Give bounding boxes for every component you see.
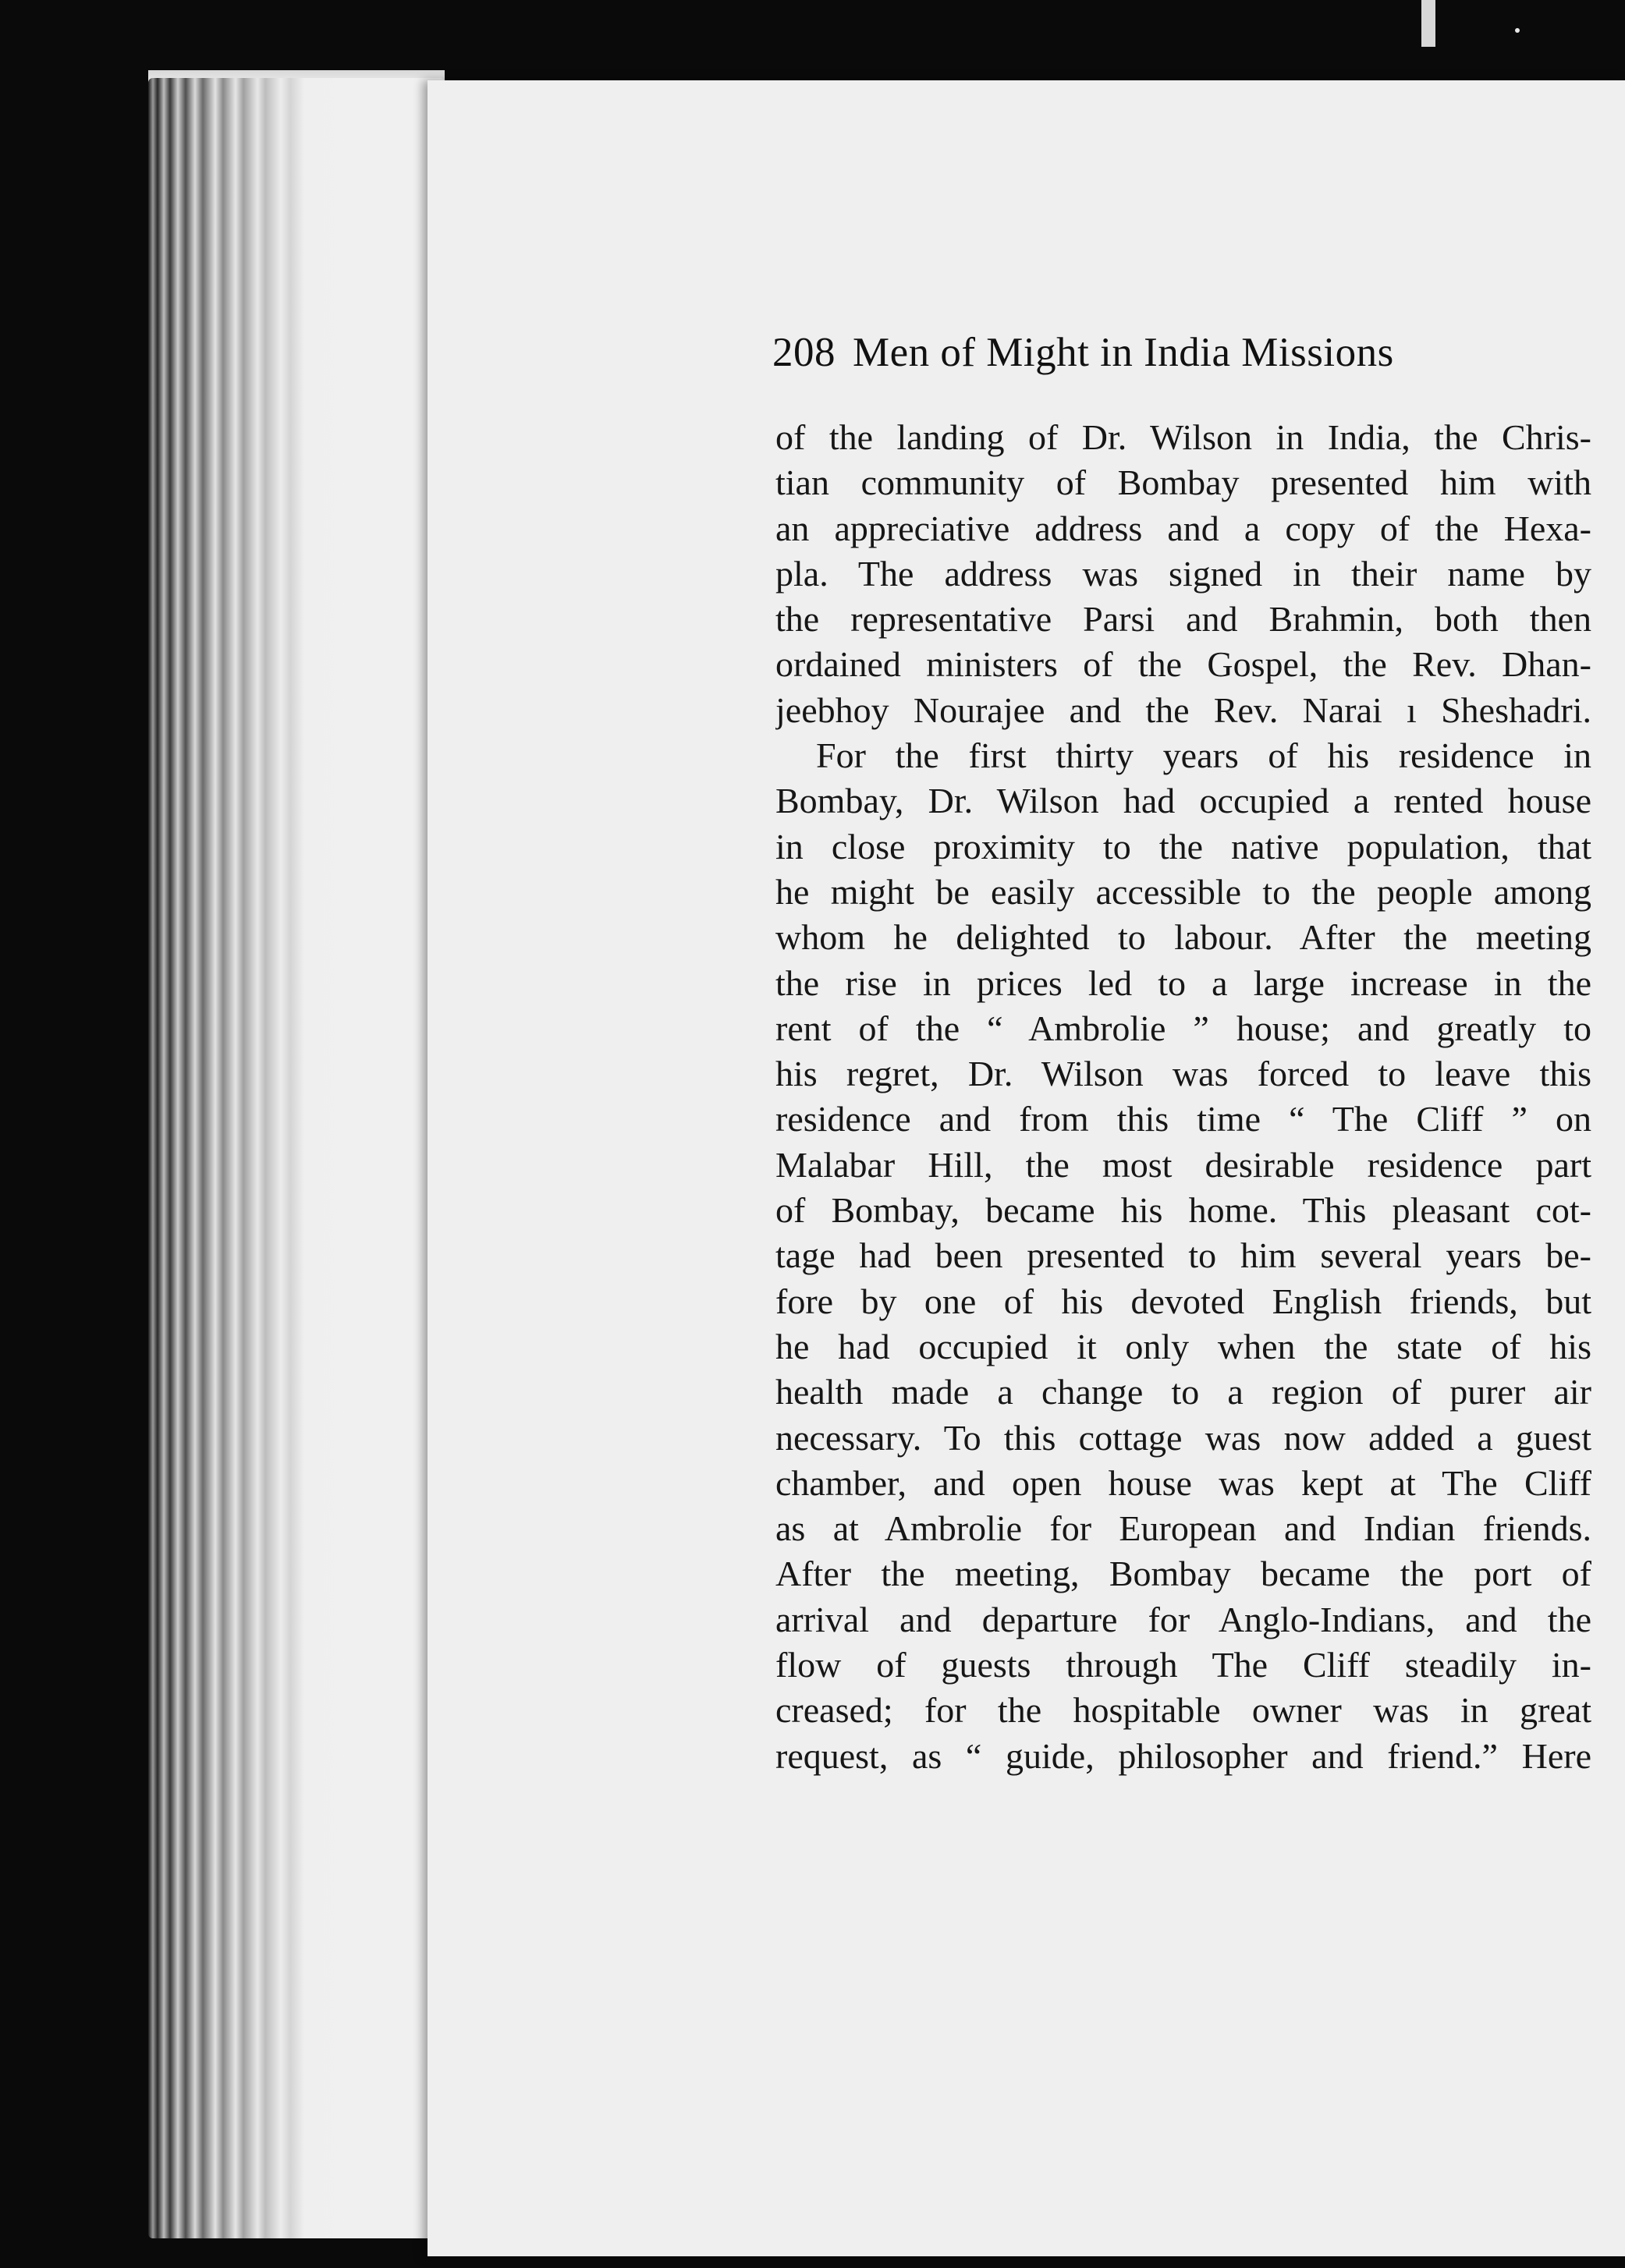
text-line: flow of guests through The Cliff steadily in- [775, 1645, 1591, 1685]
text-line: of the landing of Dr. Wilson in India, the Chris- [775, 417, 1591, 457]
text-line: he had occupied it only when the state of his [775, 1326, 1591, 1366]
text-line: health made a change to a region of purer air [775, 1372, 1591, 1412]
text-line: jeebhoy Nourajee and the Rev. Narai ı Sheshadri. [775, 689, 1591, 730]
text-line: necessary. To this cottage was now added a guest [775, 1417, 1591, 1458]
text-line: tage had been presented to him several years be- [775, 1235, 1591, 1276]
text-line: pla. The address was signed in their name by [775, 553, 1591, 594]
running-title: Men of Might in India Missions [853, 330, 1394, 375]
text-line: tian community of Bombay presented him with [775, 462, 1591, 503]
text-line: rent of the “ Ambrolie ” house; and greatly to [775, 1008, 1591, 1048]
text-line: the rise in prices led to a large increase in the [775, 962, 1591, 1003]
text-line: of Bombay, became his home. This pleasant cot- [775, 1190, 1591, 1231]
text-line: chamber, and open house was kept at The Cliff [775, 1462, 1591, 1503]
text-line: residence and from this time “ The Cliff ” on [775, 1099, 1591, 1139]
body-text [775, 415, 1591, 1779]
text-line: fore by one of his devoted English friends, but [775, 1281, 1591, 1321]
page-number: 208 [772, 330, 836, 375]
text-line: in close proximity to the native population, that [775, 826, 1591, 866]
text-line: ordained ministers of the Gospel, the Rev. Dhan- [775, 644, 1591, 685]
text-line: the representative Parsi and Brahmin, both then [775, 599, 1591, 640]
text-line: he might be easily accessible to the people among [775, 871, 1591, 912]
scan-speck [1515, 28, 1520, 33]
text-line: After the meeting, Bombay became the port of [775, 1554, 1591, 1594]
text-line: an appreciative address and a copy of the Hexa- [775, 508, 1591, 548]
text-line: as at Ambrolie for European and Indian friends. [775, 1508, 1591, 1549]
text-line: For the first thirty years of his residence in [816, 735, 1591, 776]
text-line: whom he delighted to labour. After the meeting [775, 917, 1591, 958]
text-line: his regret, Dr. Wilson was forced to leave this [775, 1054, 1591, 1094]
text-line: arrival and departure for Anglo-Indians, and the [775, 1599, 1591, 1639]
text-line: Malabar Hill, the most desirable residence part [775, 1144, 1591, 1185]
text-line: Bombay, Dr. Wilson had occupied a rented house [775, 781, 1591, 821]
text-line: creased; for the hospitable owner was in great [775, 1690, 1591, 1731]
book-page-edges [148, 78, 445, 2238]
running-header [772, 329, 1591, 376]
scan-artifact-top [1421, 0, 1435, 47]
text-line: request, as “ guide, philosopher and friend.” Here [775, 1735, 1591, 1776]
